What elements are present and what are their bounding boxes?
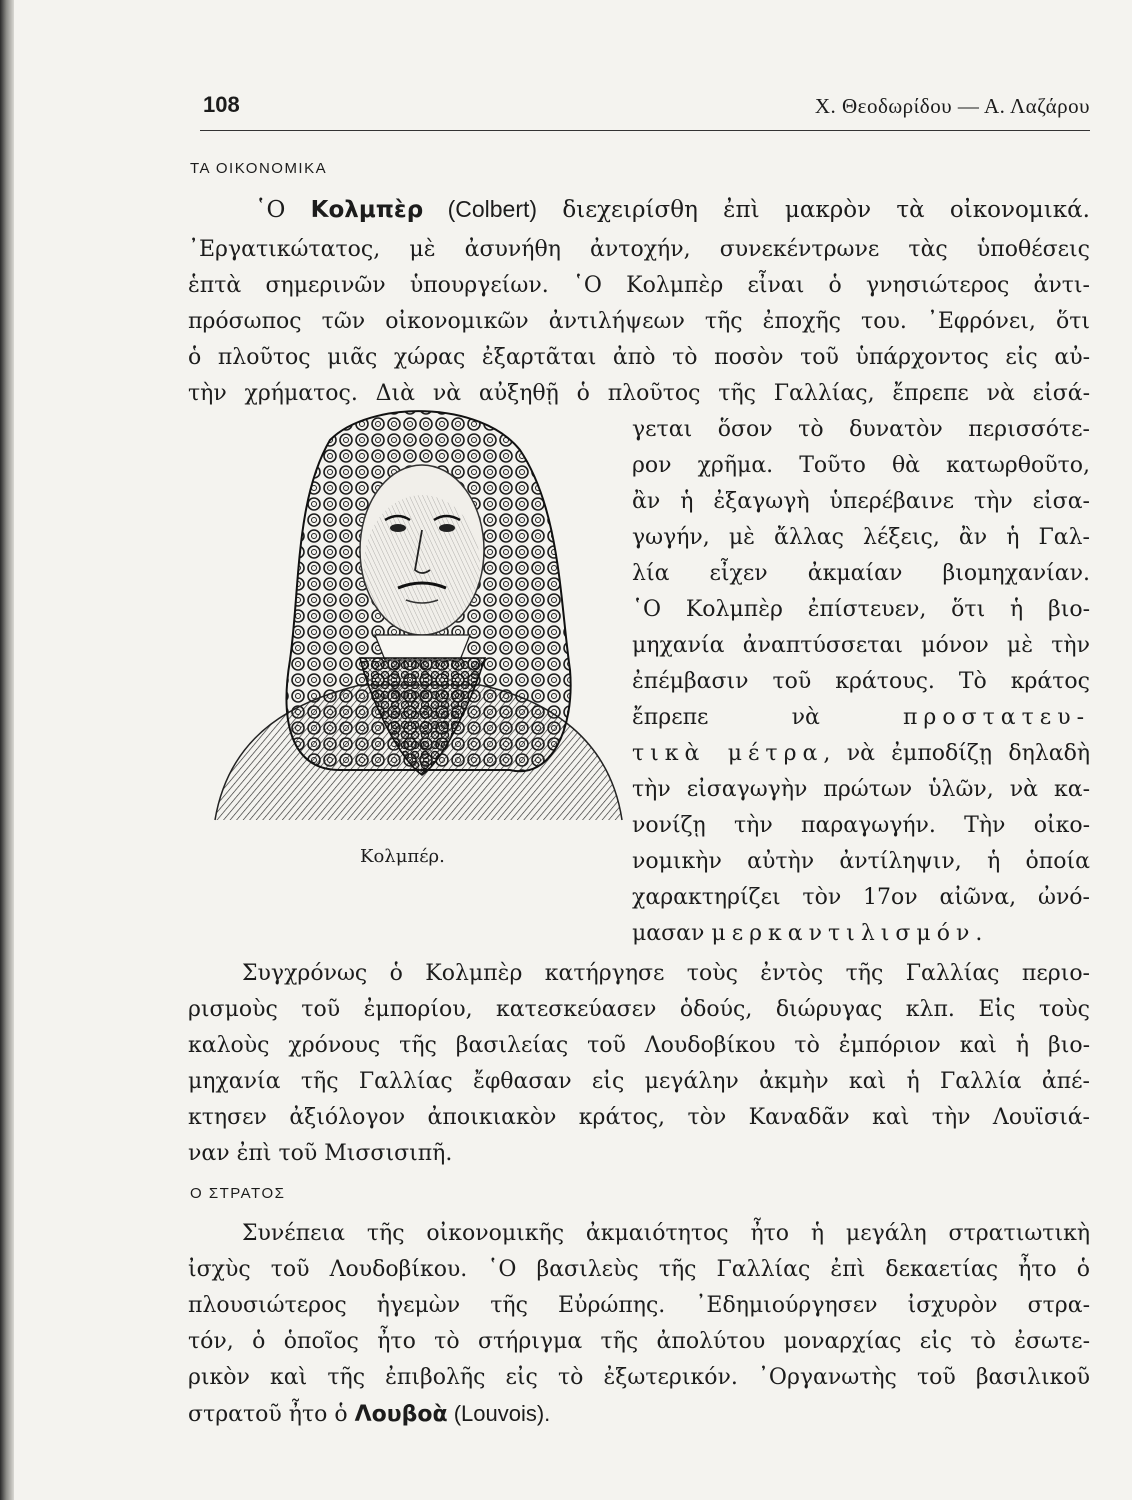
paragraph-line: ἔπρεπε νὰ προστατευ- xyxy=(632,705,1090,730)
spaced-term-mercantilism: μερκαντιλισμόν xyxy=(711,921,976,946)
page-number: 108 xyxy=(203,92,240,117)
paragraph-line: πρόσωπος τῶν οἰκονομικῶν ἀντιλήψεων τῆς ἐποχῆς του. ᾿Εφρόνει, ὅτι xyxy=(188,309,1090,334)
paragraph-line: μασαν μερκαντιλισμόν. xyxy=(632,921,983,946)
paragraph-line: τὴν χρήματος. Διὰ νὰ αὐξηθῇ ὁ πλοῦτος τῆς Γαλλίας, ἔπρεπε νὰ εἰσά- xyxy=(188,381,1090,406)
paragraph-line: ἰσχὺς τοῦ Λουδοβίκου. ῾Ο βασιλεὺς τῆς Γαλλίας ἐπὶ δεκαετίας ἦτο ὁ xyxy=(188,1257,1090,1282)
binding-gutter xyxy=(0,0,14,1500)
section-heading-economics: ΤΑ ΟΙΚΟΝΟΜΙΚΑ xyxy=(190,160,328,177)
name-colbert: Κολμπὲρ xyxy=(310,197,424,223)
name-louvois: Λουβοὰ xyxy=(354,1402,448,1427)
paragraph-line: κτησεν ἀξιόλογον ἀποικιακὸν κράτος, τὸν Καναδᾶν καὶ τὴν Λουϊσιά- xyxy=(188,1105,1090,1130)
paragraph-line: μηχανία ἀναπτύσσεται μόνον μὲ τὴν xyxy=(632,633,1090,658)
paragraph-line: ἑπτὰ σημερινῶν ὑπουργείων. ῾Ο Κολμπὲρ εἶναι ὁ γνησιώτερος ἀντι- xyxy=(188,273,1090,298)
paragraph-line: Συνέπεια τῆς οἰκονομικῆς ἀκμαιότητος ἦτο ἡ μεγάλη στρατιωτικὴ xyxy=(242,1221,1090,1246)
paragraph-line: ἂν ἡ ἐξαγωγὴ ὑπερέβαινε τὴν εἰσα- xyxy=(632,489,1090,514)
spaced-term-protective: προστατευ- xyxy=(902,705,1090,730)
spaced-term-measures: τικὰ μέτρα xyxy=(632,741,824,766)
section-heading-army: Ο ΣΤΡΑΤΟΣ xyxy=(190,1185,286,1202)
paragraph-line: ᾿Εργατικώτατος, μὲ ἀσυνήθη ἀντοχήν, συνεκέντρωνε τὰς ὑποθέσεις xyxy=(188,237,1090,262)
paragraph-line: ρικὸν καὶ τῆς ἐπιβολῆς εἰς τὸ ἐξωτερικόν. ᾿Οργανωτὴς τοῦ βασιλικοῦ xyxy=(188,1365,1090,1390)
paragraph-line: καλοὺς χρόνους τῆς βασιλείας τοῦ Λουδοβίκου τὸ ἐμπόριον καὶ ἡ βιο- xyxy=(188,1033,1090,1058)
paragraph-line: χαρακτηρίζει τὸν 17ον αἰῶνα, ὠνό- xyxy=(632,885,1090,910)
running-header xyxy=(200,92,1090,131)
paragraph-line: τόν, ὁ ὁποῖος ἦτο τὸ στήριγμα τῆς ἀπολύτου μοναρχίας εἰς τὸ ἐσωτε- xyxy=(188,1329,1090,1354)
colbert-portrait-engraving xyxy=(210,400,625,825)
paragraph-line: μηχανία τῆς Γαλλίας ἔφθασαν εἰς μεγάλην ἀκμὴν καὶ ἡ Γαλλία ἀπέ- xyxy=(188,1069,1090,1094)
paragraph-line: ῾Ο Κολμπὲρ ἐπίστευεν, ὅτι ἡ βιο- xyxy=(632,597,1090,622)
paragraph-line: ἐπέμβασιν τοῦ κράτους. Τὸ κράτος xyxy=(632,669,1090,694)
paragraph-line: στρατοῦ ἦτο ὁ Λουβοὰ (Louvois). xyxy=(188,1401,551,1427)
paragraph-line: γωγήν, μὲ ἄλλας λέξεις, ἂν ἡ Γαλ- xyxy=(632,525,1090,550)
paragraph-line: νομικὴν αὐτὴν ἀντίληψιν, ἡ ὁποία xyxy=(632,849,1090,874)
paragraph-line: τικὰ μέτρα, νὰ ἐμποδίζῃ δηλαδὴ xyxy=(632,741,1091,766)
paragraph-line: Συγχρόνως ὁ Κολμπὲρ κατήργησε τοὺς ἐντὸς τῆς Γαλλίας περιο- xyxy=(242,961,1090,986)
running-title: Χ. Θεοδωρίδου — Α. Λαζάρου xyxy=(814,94,1090,118)
paragraph-line: ῾Ο Κολμπὲρ (Colbert) διεχειρίσθη ἐπὶ μακρὸν τὰ οἰκονομικά. xyxy=(255,196,1090,223)
paragraph-line: ρισμοὺς τοῦ ἐμπορίου, κατεσκεύασεν ὁδούς, διώρυγας κλπ. Εἰς τοὺς xyxy=(188,997,1090,1022)
paragraph-line: νονίζῃ τὴν παραγωγήν. Τὴν οἰκο- xyxy=(632,813,1090,838)
paragraph-line: πλουσιώτερος ἡγεμὼν τῆς Εὐρώπης. ᾿Εδημιούργησεν ἰσχυρὸν στρα- xyxy=(188,1293,1090,1318)
paragraph-line: γεται ὅσον τὸ δυνατὸν περισσότε- xyxy=(632,417,1090,442)
paragraph-line: ὁ πλοῦτος μιᾶς χώρας ἐξαρτᾶται ἀπὸ τὸ ποσὸν τοῦ ὑπάρχοντος εἰς αὐ- xyxy=(188,345,1090,370)
portrait-caption: Κολμπέρ. xyxy=(360,846,445,867)
paragraph-line: λία εἶχεν ἀκμαίαν βιομηχανίαν. xyxy=(632,561,1090,586)
paragraph-line: ναν ἐπὶ τοῦ Μισσισιπῆ. xyxy=(188,1141,453,1166)
paragraph-line: ρον χρῆμα. Τοῦτο θὰ κατωρθοῦτο, xyxy=(632,453,1090,478)
paragraph-line: τὴν εἰσαγωγὴν πρώτων ὑλῶν, νὰ κα- xyxy=(632,777,1090,802)
